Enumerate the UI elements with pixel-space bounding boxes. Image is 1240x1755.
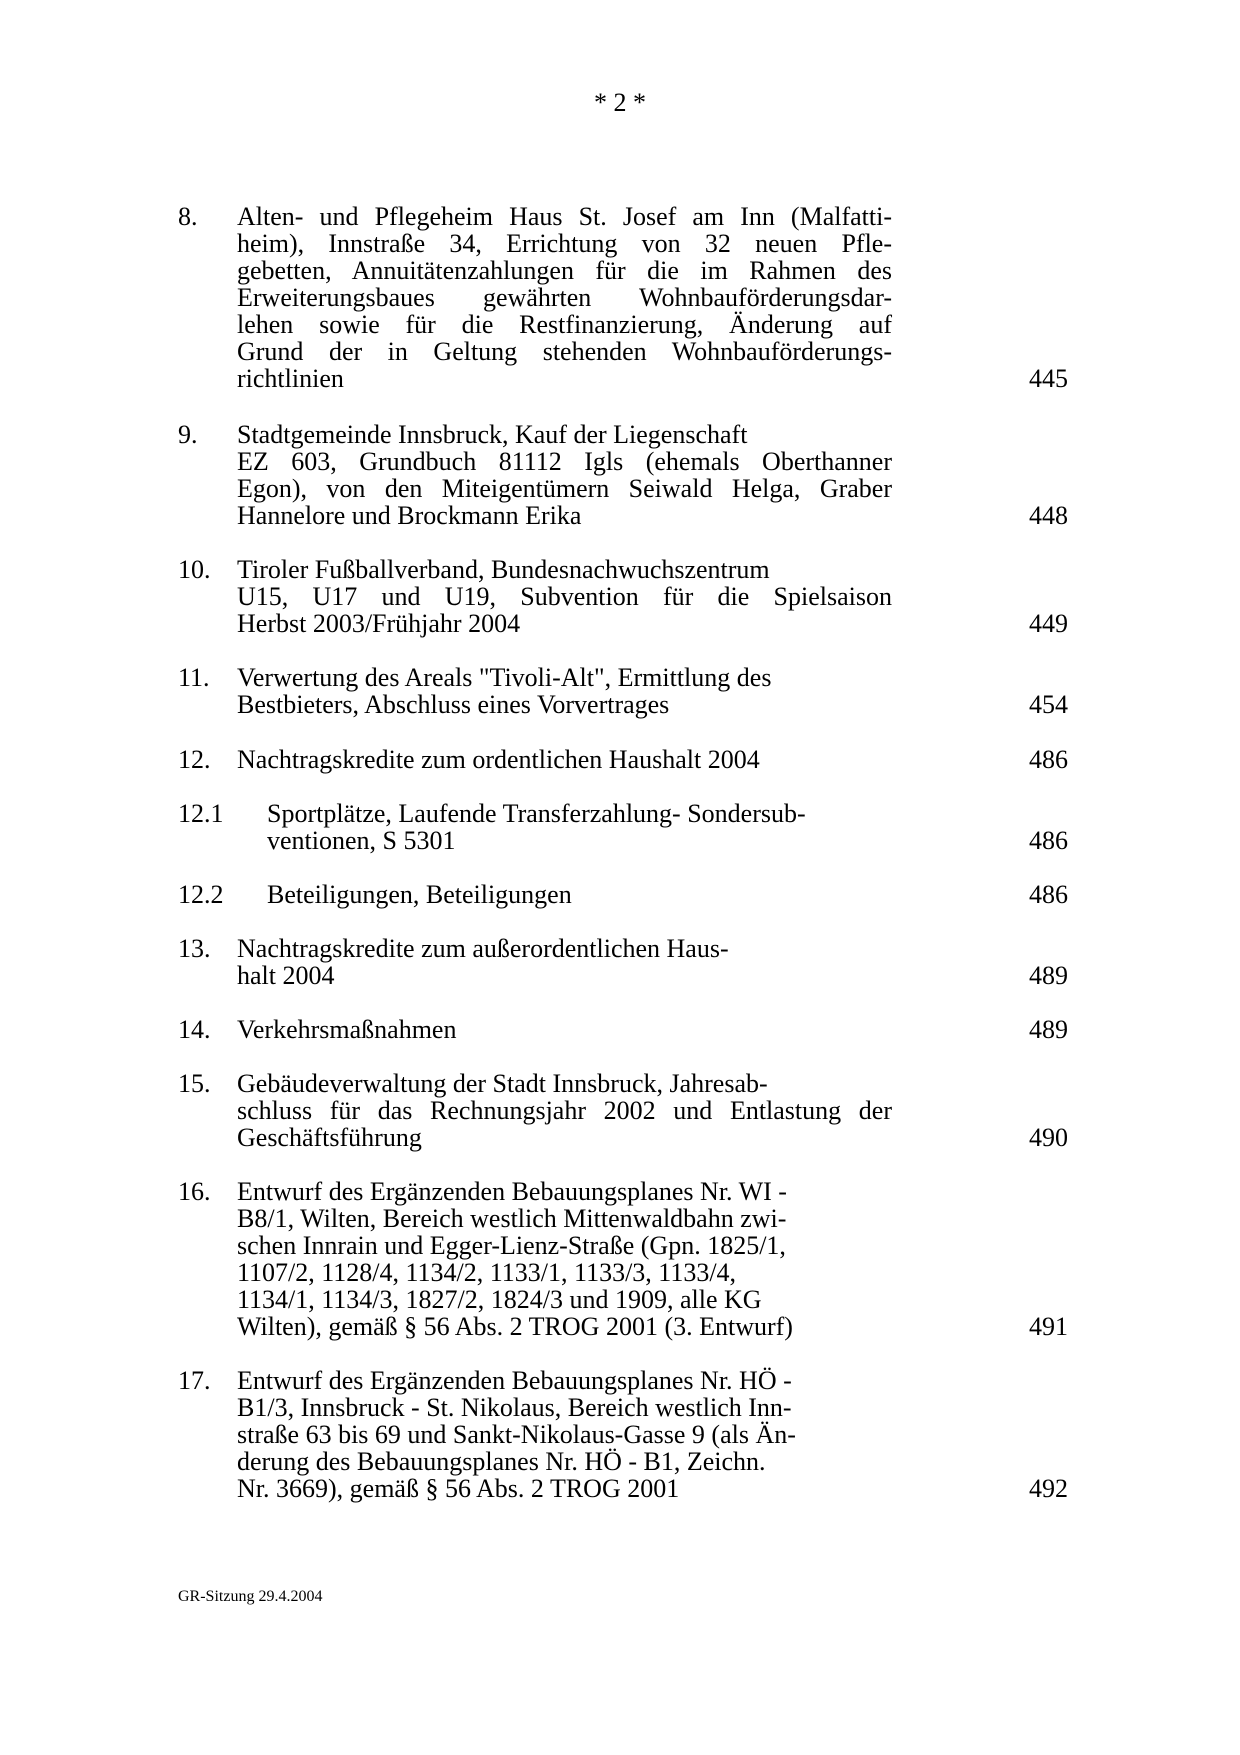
entry-number: 8. [178, 202, 198, 231]
entry-line: Beteiligungen, Beteiligungen [267, 880, 572, 909]
entry-line: U15, U17 und U19, Subvention für die Spielsaison [237, 582, 892, 611]
toc-entry-8 [178, 203, 1068, 392]
entry-number: 16. [178, 1177, 211, 1206]
entry-page: 486 [1029, 745, 1068, 774]
entry-number: 12.1 [178, 799, 224, 828]
toc-entry-9 [178, 421, 1068, 529]
entry-text [237, 556, 892, 637]
entry-line: 1107/2, 1128/4, 1134/2, 1133/1, 1133/3, 1133/4, [237, 1258, 737, 1287]
entry-line: Erweiterungsbaues gewährten Wohnbauförderungsdar- [237, 283, 892, 312]
entry-text [237, 203, 892, 392]
toc-entry-12-2 [178, 881, 1068, 908]
entry-number: 12.2 [178, 880, 224, 909]
entry-page: 448 [1029, 501, 1068, 530]
toc-entry-10 [178, 556, 1068, 637]
entry-number: 9. [178, 420, 198, 449]
toc-entry-12 [178, 746, 1068, 773]
entry-line: Verkehrsmaßnahmen [237, 1015, 457, 1044]
entry-page: 490 [1029, 1123, 1068, 1152]
entry-line: Herbst 2003/Frühjahr 2004 [237, 609, 521, 638]
entry-text [237, 1367, 892, 1502]
entry-line: gebetten, Annuitätenzahlungen für die im Rahmen des [237, 256, 892, 285]
entry-line: Egon), von den Miteigentümern Seiwald Helga, Graber [237, 474, 892, 503]
entry-text [237, 421, 892, 529]
entry-line: straße 63 bis 69 und Sankt-Nikolaus-Gasse 9 (als Än- [237, 1420, 796, 1449]
toc-entry-17 [178, 1367, 1068, 1502]
page-number: * 2 * [594, 88, 646, 117]
entry-line: derung des Bebauungsplanes Nr. HÖ - B1, Zeichn. [237, 1447, 766, 1476]
entry-line: Alten- und Pflegeheim Haus St. Josef am Inn (Malfatti- [237, 202, 892, 231]
entry-line: schluss für das Rechnungsjahr 2002 und Entlastung der [237, 1096, 892, 1125]
entry-page: 486 [1029, 880, 1068, 909]
toc-entry-11 [178, 664, 1068, 718]
entry-line: EZ 603, Grundbuch 81112 Igls (ehemals Oberthanner [237, 447, 892, 476]
entry-text [267, 881, 892, 908]
entry-number: 15. [178, 1069, 211, 1098]
entry-line: Verwertung des Areals "Tivoli-Alt", Ermittlung des [237, 663, 772, 692]
entry-line: Entwurf des Ergänzenden Bebauungsplanes Nr. WI - [237, 1177, 787, 1206]
entry-number: 12. [178, 745, 211, 774]
entry-text [237, 935, 892, 989]
entry-line: heim), Innstraße 34, Errichtung von 32 neuen Pfle- [237, 229, 892, 258]
entry-number: 10. [178, 555, 211, 584]
entry-line: richtlinien [237, 364, 344, 393]
entry-line: B1/3, Innsbruck - St. Nikolaus, Bereich westlich Inn- [237, 1393, 792, 1422]
entry-line: Nr. 3669), gemäß § 56 Abs. 2 TROG 2001 [237, 1474, 680, 1503]
entry-page: 489 [1029, 1015, 1068, 1044]
entry-text [267, 800, 892, 854]
entry-text [237, 746, 892, 773]
entry-line: Tiroler Fußballverband, Bundesnachwuchszentrum [237, 555, 770, 584]
entry-number: 13. [178, 934, 211, 963]
entry-line: Hannelore und Brockmann Erika [237, 501, 582, 530]
entry-line: Geschäftsführung [237, 1123, 422, 1152]
entry-line: Gebäudeverwaltung der Stadt Innsbruck, Jahresab- [237, 1069, 768, 1098]
entry-text [237, 1070, 892, 1151]
toc-entry-16 [178, 1178, 1068, 1340]
entry-line: ventionen, S 5301 [267, 826, 456, 855]
toc-entry-13 [178, 935, 1068, 989]
entry-page: 492 [1029, 1474, 1068, 1503]
entry-line: schen Innrain und Egger-Lienz-Straße (Gpn. 1825/1, [237, 1231, 786, 1260]
footer-session-date: GR-Sitzung 29.4.2004 [178, 1588, 323, 1605]
entry-line: Wilten), gemäß § 56 Abs. 2 TROG 2001 (3. Entwurf) [237, 1312, 793, 1341]
entry-line: B8/1, Wilten, Bereich westlich Mittenwaldbahn zwi- [237, 1204, 787, 1233]
entry-line: halt 2004 [237, 961, 335, 990]
entry-number: 11. [178, 663, 210, 692]
entry-page: 489 [1029, 961, 1068, 990]
entry-text [237, 1178, 892, 1340]
entry-line: Nachtragskredite zum außerordentlichen Haus- [237, 934, 729, 963]
entry-page: 491 [1029, 1312, 1068, 1341]
entry-page: 486 [1029, 826, 1068, 855]
entry-number: 14. [178, 1015, 211, 1044]
entry-line: Stadtgemeinde Innsbruck, Kauf der Liegenschaft [237, 420, 748, 449]
entry-line: Entwurf des Ergänzenden Bebauungsplanes Nr. HÖ - [237, 1366, 792, 1395]
entry-line: lehen sowie für die Restfinanzierung, Änderung auf [237, 310, 892, 339]
entry-line: Sportplätze, Laufende Transferzahlung- Sondersub- [267, 799, 806, 828]
entry-line: Grund der in Geltung stehenden Wohnbauförderungs- [237, 337, 892, 366]
entry-page: 449 [1029, 609, 1068, 638]
entry-page: 454 [1029, 690, 1068, 719]
entry-page: 445 [1029, 364, 1068, 393]
toc-entry-15 [178, 1070, 1068, 1151]
entry-text [237, 1016, 892, 1043]
toc-entry-12-1 [178, 800, 1068, 854]
entry-line: Bestbieters, Abschluss eines Vorvertrages [237, 690, 670, 719]
toc-entry-14 [178, 1016, 1068, 1043]
entry-line: Nachtragskredite zum ordentlichen Haushalt 2004 [237, 745, 760, 774]
entry-text [237, 664, 892, 718]
entry-number: 17. [178, 1366, 211, 1395]
entry-line: 1134/1, 1134/3, 1827/2, 1824/3 und 1909, alle KG [237, 1285, 762, 1314]
